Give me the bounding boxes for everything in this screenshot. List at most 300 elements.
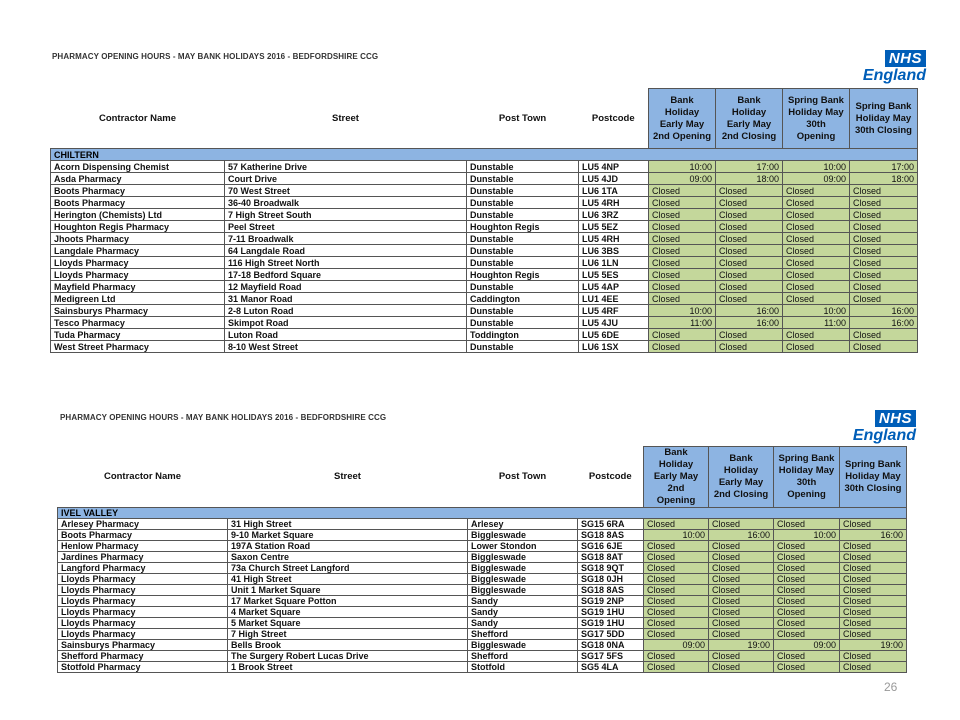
cell-spring-closing: Closed [840, 519, 907, 530]
cell-early-may-opening: Closed [644, 651, 709, 662]
cell-street: Bells Brook [228, 640, 468, 651]
cell-post-town: Houghton Regis [467, 221, 579, 233]
cell-post-town: Stotfold [468, 662, 578, 673]
cell-early-may-closing: Closed [716, 221, 783, 233]
cell-street: Saxon Centre [228, 552, 468, 563]
top-header-spring-opening: Spring Bank Holiday May 30th Opening [783, 89, 850, 149]
bottom-table-body [58, 519, 907, 673]
cell-spring-opening: Closed [774, 618, 840, 629]
bottom-header-early-may-closing: Bank Holiday Early May 2nd Closing [709, 447, 774, 508]
cell-spring-opening: Closed [783, 281, 850, 293]
cell-spring-opening: 09:00 [783, 173, 850, 185]
table-row [51, 209, 918, 221]
cell-spring-opening: Closed [783, 185, 850, 197]
cell-contractor-name: Lloyds Pharmacy [58, 596, 228, 607]
table-row [58, 596, 907, 607]
cell-postcode: SG17 5DD [578, 629, 644, 640]
table-row [51, 317, 918, 329]
top-header-contractor-name: Contractor Name [51, 89, 225, 149]
bottom-hours-table [57, 446, 907, 673]
cell-postcode: LU5 4JD [579, 173, 649, 185]
cell-spring-closing: 16:00 [850, 305, 918, 317]
cell-street: Peel Street [225, 221, 467, 233]
cell-spring-opening: Closed [783, 293, 850, 305]
cell-early-may-closing: Closed [709, 629, 774, 640]
cell-spring-opening: 09:00 [774, 640, 840, 651]
bottom-header-contractor-name: Contractor Name [58, 447, 228, 508]
cell-early-may-opening: Closed [649, 293, 716, 305]
cell-postcode: SG18 8AS [578, 530, 644, 541]
cell-postcode: SG18 8AT [578, 552, 644, 563]
cell-early-may-closing: 16:00 [716, 305, 783, 317]
cell-postcode: SG17 5FS [578, 651, 644, 662]
cell-post-town: Shefford [468, 651, 578, 662]
cell-spring-closing: Closed [840, 651, 907, 662]
cell-contractor-name: Acorn Dispensing Chemist [51, 161, 225, 173]
cell-early-may-opening: Closed [644, 607, 709, 618]
cell-early-may-opening: Closed [644, 585, 709, 596]
cell-spring-opening: Closed [783, 329, 850, 341]
cell-street: 1 Brook Street [228, 662, 468, 673]
cell-spring-closing: 18:00 [850, 173, 918, 185]
cell-spring-closing: Closed [840, 585, 907, 596]
top-header-postcode: Postcode [579, 89, 649, 149]
cell-spring-closing: Closed [850, 185, 918, 197]
bottom-nhs-logo-box: NHS [875, 410, 916, 427]
top-nhs-england-logo [836, 50, 926, 84]
cell-spring-closing: 16:00 [850, 317, 918, 329]
table-row [51, 281, 918, 293]
cell-spring-closing: Closed [850, 329, 918, 341]
cell-early-may-closing: Closed [709, 618, 774, 629]
cell-spring-opening: Closed [774, 574, 840, 585]
table-row [51, 197, 918, 209]
cell-spring-closing: Closed [850, 221, 918, 233]
cell-early-may-closing: 18:00 [716, 173, 783, 185]
cell-contractor-name: Lloyds Pharmacy [58, 618, 228, 629]
cell-early-may-closing: Closed [709, 662, 774, 673]
table-row [58, 519, 907, 530]
cell-contractor-name: Sainsburys Pharmacy [51, 305, 225, 317]
cell-street: 31 Manor Road [225, 293, 467, 305]
cell-post-town: Biggleswade [468, 640, 578, 651]
bottom-sheet-title: PHARMACY OPENING HOURS - MAY BANK HOLIDAYS 2016 - BEDFORDSHIRE CCG [60, 413, 387, 422]
cell-early-may-opening: Closed [649, 257, 716, 269]
cell-street: 57 Katherine Drive [225, 161, 467, 173]
cell-early-may-closing: Closed [716, 329, 783, 341]
cell-spring-opening: Closed [774, 585, 840, 596]
cell-early-may-closing: Closed [716, 293, 783, 305]
cell-early-may-closing: Closed [709, 519, 774, 530]
cell-early-may-opening: Closed [649, 221, 716, 233]
top-region-label: CHILTERN [51, 149, 918, 161]
cell-street: Court Drive [225, 173, 467, 185]
cell-spring-closing: Closed [850, 245, 918, 257]
cell-post-town: Dunstable [467, 317, 579, 329]
cell-early-may-closing: 16:00 [709, 530, 774, 541]
cell-early-may-closing: Closed [709, 541, 774, 552]
cell-street: 12 Mayfield Road [225, 281, 467, 293]
table-row [51, 293, 918, 305]
cell-contractor-name: Jardines Pharmacy [58, 552, 228, 563]
cell-contractor-name: Henlow Pharmacy [58, 541, 228, 552]
cell-early-may-closing: Closed [709, 607, 774, 618]
bottom-header-postcode: Postcode [578, 447, 644, 508]
cell-postcode: SG18 0NA [578, 640, 644, 651]
cell-spring-closing: Closed [850, 293, 918, 305]
cell-early-may-closing: Closed [716, 185, 783, 197]
cell-spring-opening: Closed [774, 563, 840, 574]
cell-postcode: SG19 2NP [578, 596, 644, 607]
cell-early-may-closing: Closed [716, 209, 783, 221]
cell-spring-opening: Closed [774, 541, 840, 552]
cell-early-may-closing: 19:00 [709, 640, 774, 651]
cell-contractor-name: Jhoots Pharmacy [51, 233, 225, 245]
cell-post-town: Dunstable [467, 233, 579, 245]
cell-postcode: SG5 4LA [578, 662, 644, 673]
cell-contractor-name: Sainsburys Pharmacy [58, 640, 228, 651]
cell-street: Luton Road [225, 329, 467, 341]
bottom-nhs-logo-word: England [852, 427, 916, 444]
cell-postcode: LU5 5EZ [579, 221, 649, 233]
cell-early-may-opening: Closed [649, 185, 716, 197]
cell-spring-opening: 11:00 [783, 317, 850, 329]
table-row [58, 541, 907, 552]
cell-street: 2-8 Luton Road [225, 305, 467, 317]
table-row [51, 161, 918, 173]
cell-contractor-name: Langdale Pharmacy [51, 245, 225, 257]
cell-early-may-closing: Closed [709, 563, 774, 574]
cell-early-may-opening: 10:00 [649, 161, 716, 173]
table-row [51, 257, 918, 269]
table-row [51, 269, 918, 281]
top-header-street: Street [225, 89, 467, 149]
cell-postcode: LU5 4AP [579, 281, 649, 293]
table-row [58, 585, 907, 596]
cell-street: 8-10 West Street [225, 341, 467, 353]
cell-post-town: Sandy [468, 596, 578, 607]
cell-postcode: LU5 4NP [579, 161, 649, 173]
cell-early-may-closing: Closed [716, 341, 783, 353]
cell-street: 9-10 Market Square [228, 530, 468, 541]
cell-early-may-closing: Closed [709, 585, 774, 596]
cell-early-may-closing: Closed [716, 245, 783, 257]
page-number: 26 [884, 680, 898, 694]
cell-spring-closing: Closed [840, 618, 907, 629]
cell-postcode: LU6 1TA [579, 185, 649, 197]
cell-postcode: LU5 4JU [579, 317, 649, 329]
table-row [58, 662, 907, 673]
cell-postcode: LU6 1LN [579, 257, 649, 269]
cell-spring-opening: Closed [783, 197, 850, 209]
cell-contractor-name: Medigreen Ltd [51, 293, 225, 305]
cell-spring-opening: Closed [774, 519, 840, 530]
cell-street: 5 Market Square [228, 618, 468, 629]
cell-spring-opening: Closed [783, 221, 850, 233]
cell-early-may-opening: 09:00 [649, 173, 716, 185]
cell-early-may-closing: Closed [716, 197, 783, 209]
cell-post-town: Dunstable [467, 185, 579, 197]
table-row [51, 245, 918, 257]
cell-post-town: Dunstable [467, 173, 579, 185]
cell-spring-closing: Closed [840, 607, 907, 618]
table-row [51, 221, 918, 233]
cell-post-town: Shefford [468, 629, 578, 640]
cell-spring-closing: 16:00 [840, 530, 907, 541]
cell-early-may-opening: Closed [644, 662, 709, 673]
cell-early-may-closing: Closed [709, 552, 774, 563]
cell-early-may-opening: Closed [644, 629, 709, 640]
cell-spring-opening: Closed [774, 596, 840, 607]
cell-postcode: SG18 9QT [578, 563, 644, 574]
cell-spring-opening: Closed [783, 209, 850, 221]
cell-post-town: Dunstable [467, 281, 579, 293]
top-nhs-logo-word: England [862, 67, 926, 84]
table-row [58, 640, 907, 651]
cell-postcode: SG18 8AS [578, 585, 644, 596]
top-table-body [51, 161, 918, 353]
table-row [51, 341, 918, 353]
bottom-header-street: Street [228, 447, 468, 508]
cell-spring-closing: Closed [840, 629, 907, 640]
cell-street: 7 High Street [228, 629, 468, 640]
cell-contractor-name: Houghton Regis Pharmacy [51, 221, 225, 233]
cell-postcode: LU5 4RH [579, 233, 649, 245]
cell-post-town: Sandy [468, 618, 578, 629]
cell-post-town: Dunstable [467, 197, 579, 209]
cell-early-may-opening: Closed [649, 209, 716, 221]
cell-street: 64 Langdale Road [225, 245, 467, 257]
cell-spring-opening: Closed [774, 662, 840, 673]
table-row [58, 530, 907, 541]
cell-post-town: Biggleswade [468, 530, 578, 541]
cell-postcode: SG16 6JE [578, 541, 644, 552]
cell-post-town: Dunstable [467, 245, 579, 257]
cell-spring-opening: 10:00 [783, 305, 850, 317]
cell-early-may-opening: Closed [649, 233, 716, 245]
cell-early-may-opening: Closed [644, 618, 709, 629]
cell-spring-opening: 10:00 [774, 530, 840, 541]
cell-contractor-name: Lloyds Pharmacy [58, 607, 228, 618]
cell-street: 7 High Street South [225, 209, 467, 221]
cell-postcode: LU1 4EE [579, 293, 649, 305]
cell-street: 36-40 Broadwalk [225, 197, 467, 209]
cell-post-town: Biggleswade [468, 574, 578, 585]
table-row [58, 607, 907, 618]
cell-early-may-opening: Closed [649, 329, 716, 341]
cell-spring-closing: Closed [840, 552, 907, 563]
cell-spring-closing: Closed [840, 662, 907, 673]
cell-postcode: LU5 4RF [579, 305, 649, 317]
cell-contractor-name: Mayfield Pharmacy [51, 281, 225, 293]
table-row [51, 185, 918, 197]
bottom-nhs-england-logo [826, 410, 916, 444]
cell-postcode: LU5 5ES [579, 269, 649, 281]
cell-street: Skimpot Road [225, 317, 467, 329]
top-hours-table [50, 88, 918, 353]
cell-spring-closing: Closed [840, 563, 907, 574]
table-row [51, 329, 918, 341]
bottom-region-label: IVEL VALLEY [58, 508, 907, 519]
cell-contractor-name: Boots Pharmacy [51, 185, 225, 197]
cell-spring-closing: Closed [840, 541, 907, 552]
cell-early-may-closing: Closed [709, 651, 774, 662]
cell-spring-closing: 17:00 [850, 161, 918, 173]
cell-spring-opening: Closed [774, 607, 840, 618]
cell-street: Unit 1 Market Square [228, 585, 468, 596]
cell-post-town: Dunstable [467, 209, 579, 221]
cell-street: 41 High Street [228, 574, 468, 585]
cell-post-town: Biggleswade [468, 585, 578, 596]
cell-contractor-name: Boots Pharmacy [58, 530, 228, 541]
cell-early-may-opening: 11:00 [649, 317, 716, 329]
cell-contractor-name: Arlesey Pharmacy [58, 519, 228, 530]
cell-contractor-name: Lloyds Pharmacy [58, 585, 228, 596]
cell-contractor-name: Tesco Pharmacy [51, 317, 225, 329]
cell-post-town: Houghton Regis [467, 269, 579, 281]
cell-spring-opening: Closed [783, 341, 850, 353]
cell-early-may-closing: Closed [709, 574, 774, 585]
cell-early-may-closing: Closed [716, 233, 783, 245]
cell-early-may-opening: Closed [649, 197, 716, 209]
cell-street: 116 High Street North [225, 257, 467, 269]
cell-street: 197A Station Road [228, 541, 468, 552]
cell-post-town: Biggleswade [468, 552, 578, 563]
table-row [58, 629, 907, 640]
cell-spring-opening: Closed [783, 257, 850, 269]
cell-post-town: Sandy [468, 607, 578, 618]
cell-contractor-name: Stotfold Pharmacy [58, 662, 228, 673]
cell-contractor-name: Lloyds Pharmacy [58, 629, 228, 640]
cell-spring-closing: Closed [840, 596, 907, 607]
table-row [58, 563, 907, 574]
cell-spring-closing: Closed [850, 269, 918, 281]
cell-spring-closing: Closed [850, 233, 918, 245]
cell-contractor-name: Lloyds Pharmacy [51, 257, 225, 269]
cell-postcode: SG19 1HU [578, 618, 644, 629]
cell-early-may-opening: Closed [644, 541, 709, 552]
cell-spring-opening: Closed [774, 629, 840, 640]
cell-post-town: Biggleswade [468, 563, 578, 574]
cell-postcode: SG18 0JH [578, 574, 644, 585]
cell-spring-opening: 10:00 [783, 161, 850, 173]
cell-street: 7-11 Broadwalk [225, 233, 467, 245]
cell-spring-opening: Closed [783, 245, 850, 257]
cell-early-may-closing: Closed [716, 281, 783, 293]
table-row [58, 574, 907, 585]
top-sheet-title: PHARMACY OPENING HOURS - MAY BANK HOLIDAYS 2016 - BEDFORDSHIRE CCG [52, 52, 379, 61]
cell-early-may-opening: Closed [649, 245, 716, 257]
cell-contractor-name: Lloyds Pharmacy [58, 574, 228, 585]
cell-early-may-closing: 16:00 [716, 317, 783, 329]
cell-early-may-opening: Closed [644, 519, 709, 530]
table-row [58, 651, 907, 662]
cell-postcode: SG15 6RA [578, 519, 644, 530]
cell-contractor-name: Herington (Chemists) Ltd [51, 209, 225, 221]
cell-post-town: Caddington [467, 293, 579, 305]
cell-spring-closing: Closed [850, 197, 918, 209]
cell-early-may-closing: Closed [709, 596, 774, 607]
top-header-early-may-opening: Bank Holiday Early May 2nd Opening [649, 89, 716, 149]
cell-post-town: Arlesey [468, 519, 578, 530]
cell-spring-opening: Closed [783, 269, 850, 281]
cell-early-may-closing: Closed [716, 269, 783, 281]
cell-post-town: Toddington [467, 329, 579, 341]
table-row [51, 305, 918, 317]
cell-contractor-name: Langford Pharmacy [58, 563, 228, 574]
cell-early-may-opening: Closed [644, 563, 709, 574]
cell-postcode: SG19 1HU [578, 607, 644, 618]
top-nhs-logo-box: NHS [885, 50, 926, 67]
cell-postcode: LU5 4RH [579, 197, 649, 209]
cell-early-may-opening: Closed [644, 552, 709, 563]
cell-spring-opening: Closed [774, 651, 840, 662]
table-row [51, 233, 918, 245]
top-header-post-town: Post Town [467, 89, 579, 149]
cell-contractor-name: West Street Pharmacy [51, 341, 225, 353]
cell-post-town: Dunstable [467, 305, 579, 317]
cell-early-may-opening: 09:00 [644, 640, 709, 651]
table-row [58, 618, 907, 629]
cell-street: 70 West Street [225, 185, 467, 197]
cell-early-may-opening: Closed [649, 341, 716, 353]
cell-spring-closing: Closed [850, 209, 918, 221]
cell-spring-opening: Closed [774, 552, 840, 563]
cell-post-town: Dunstable [467, 341, 579, 353]
bottom-header-spring-opening: Spring Bank Holiday May 30th Opening [774, 447, 840, 508]
cell-early-may-opening: 10:00 [644, 530, 709, 541]
cell-street: 4 Market Square [228, 607, 468, 618]
cell-early-may-opening: Closed [649, 281, 716, 293]
cell-street: 17-18 Bedford Square [225, 269, 467, 281]
cell-post-town: Dunstable [467, 257, 579, 269]
cell-spring-opening: Closed [783, 233, 850, 245]
table-row [51, 173, 918, 185]
cell-spring-closing: Closed [840, 574, 907, 585]
cell-street: 17 Market Square Potton [228, 596, 468, 607]
cell-post-town: Lower Stondon [468, 541, 578, 552]
cell-contractor-name: Boots Pharmacy [51, 197, 225, 209]
bottom-header-post-town: Post Town [468, 447, 578, 508]
top-header-spring-closing: Spring Bank Holiday May 30th Closing [850, 89, 918, 149]
cell-early-may-closing: 17:00 [716, 161, 783, 173]
cell-street: 31 High Street [228, 519, 468, 530]
cell-post-town: Dunstable [467, 161, 579, 173]
cell-spring-closing: Closed [850, 281, 918, 293]
cell-street: 73a Church Street Langford [228, 563, 468, 574]
cell-spring-closing: Closed [850, 257, 918, 269]
cell-spring-closing: 19:00 [840, 640, 907, 651]
cell-early-may-opening: Closed [644, 574, 709, 585]
cell-contractor-name: Shefford Pharmacy [58, 651, 228, 662]
top-header-early-may-closing: Bank Holiday Early May 2nd Closing [716, 89, 783, 149]
cell-spring-closing: Closed [850, 341, 918, 353]
bottom-header-spring-closing: Spring Bank Holiday May 30th Closing [840, 447, 907, 508]
bottom-header-early-may-opening: Bank Holiday Early May 2nd Opening [644, 447, 709, 508]
cell-contractor-name: Tuda Pharmacy [51, 329, 225, 341]
cell-postcode: LU5 6DE [579, 329, 649, 341]
cell-early-may-opening: Closed [644, 596, 709, 607]
cell-postcode: LU6 1SX [579, 341, 649, 353]
cell-postcode: LU6 3RZ [579, 209, 649, 221]
cell-early-may-opening: Closed [649, 269, 716, 281]
cell-early-may-opening: 10:00 [649, 305, 716, 317]
cell-early-may-closing: Closed [716, 257, 783, 269]
cell-street: The Surgery Robert Lucas Drive [228, 651, 468, 662]
cell-contractor-name: Asda Pharmacy [51, 173, 225, 185]
cell-postcode: LU6 3BS [579, 245, 649, 257]
cell-contractor-name: Lloyds Pharmacy [51, 269, 225, 281]
